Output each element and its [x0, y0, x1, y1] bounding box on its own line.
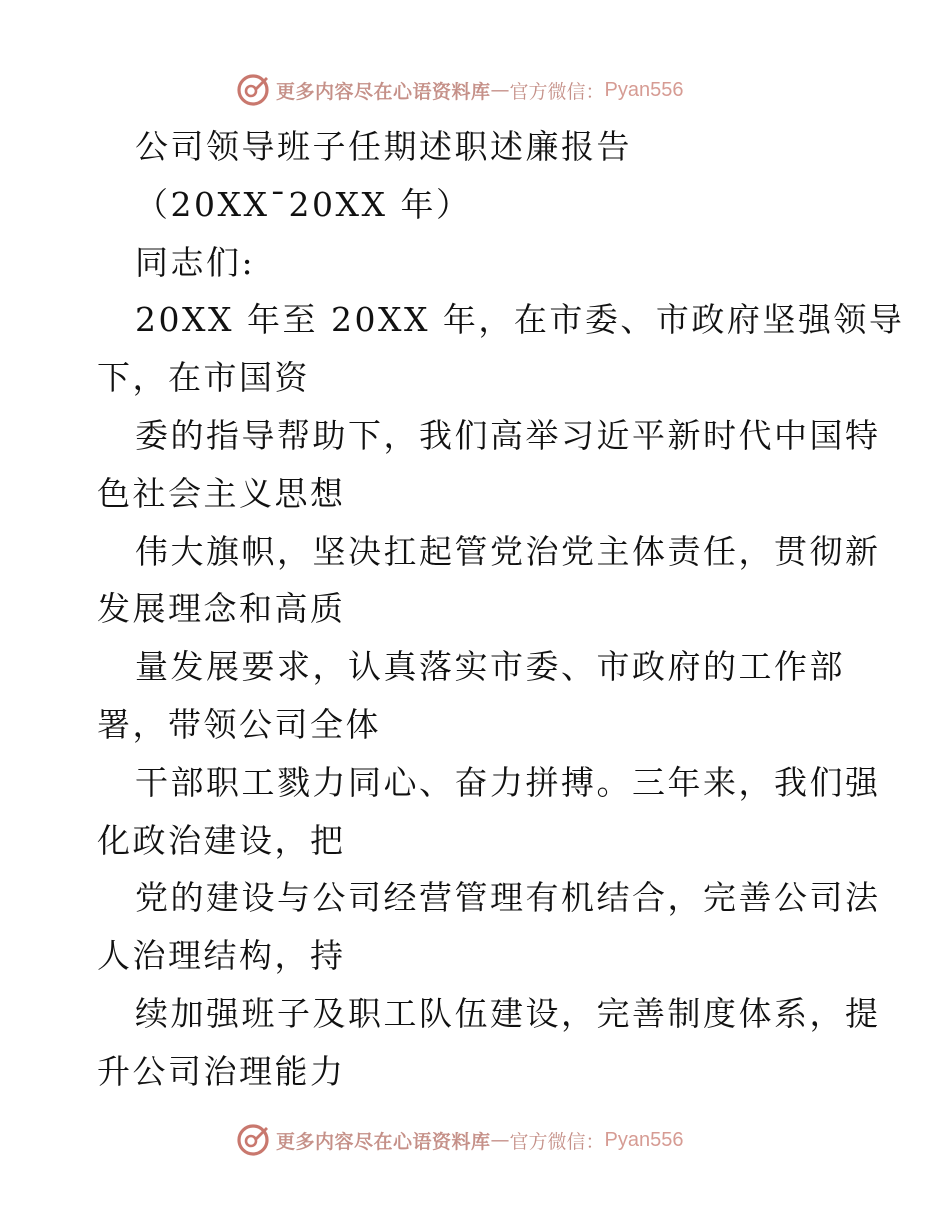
- paragraph-line: 伟大旗帜，坚决扛起管党治党主体责任，贯彻新: [135, 531, 881, 571]
- salutation: 同志们:: [135, 242, 256, 282]
- paragraph-line: 发展理念和高质: [97, 589, 346, 629]
- watermark-wechat-label: 官方微信：: [509, 1130, 605, 1153]
- paragraph-line: 委的指导帮助下，我们高举习近平新时代中国特: [135, 415, 881, 455]
- watermark-wechat-label: 官方微信：: [509, 80, 605, 103]
- watermark-wechat-id: Pyan556: [604, 1128, 684, 1151]
- watermark-separator: —: [490, 79, 510, 101]
- watermark-main-text: 更多内容尽在心语资料库: [276, 80, 491, 103]
- paragraph-line: 署，带领公司全体: [97, 704, 381, 744]
- watermark-main-text: 更多内容尽在心语资料库: [276, 1130, 491, 1153]
- paragraph-line: 20XX 年至 20XX 年，在市委、市政府坚强领导: [135, 300, 905, 340]
- brand-logo-icon: [236, 1123, 270, 1157]
- document-title: 公司领导班子任期述职述廉报告: [135, 127, 632, 166]
- paragraph-line: 干部职工戮力同心、奋力拼搏。三年来，我们强: [135, 762, 881, 802]
- document-subtitle: （20XX¯20XX 年）: [135, 184, 472, 224]
- watermark-wechat-id: Pyan556: [604, 78, 684, 101]
- paragraph-line: 党的建设与公司经营管理有机结合，完善公司法: [135, 878, 881, 918]
- footer-watermark: [236, 1123, 684, 1157]
- paragraph-line: 续加强班子及职工队伍建设，完善制度体系，提: [135, 993, 881, 1033]
- document-body: [97, 118, 905, 1101]
- paragraph-line: 量发展要求，认真落实市委、市政府的工作部: [135, 647, 845, 687]
- header-watermark: [236, 73, 684, 107]
- brand-logo-icon: [236, 73, 270, 107]
- paragraph-line: 人治理结构，持: [97, 936, 346, 976]
- paragraph-line: 下，在市国资: [97, 358, 310, 398]
- watermark-separator: —: [490, 1129, 510, 1151]
- paragraph-line: 化政治建设，把: [97, 820, 346, 860]
- paragraph-line: 色社会主义思想: [97, 473, 346, 513]
- paragraph-line: 升公司治理能力: [97, 1051, 346, 1091]
